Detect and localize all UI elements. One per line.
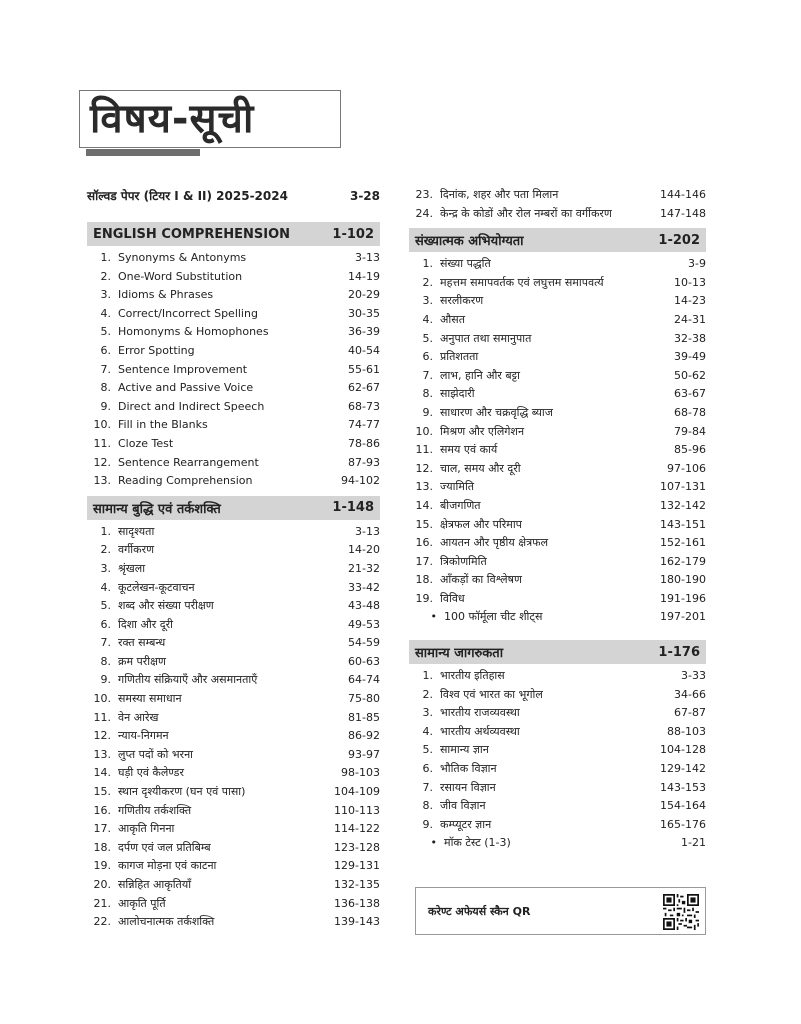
toc-entry[interactable] xyxy=(409,686,706,705)
toc-entry-number: 11. xyxy=(93,436,111,450)
toc-entry-number: 8. xyxy=(422,387,433,401)
toc-entry-number: • xyxy=(430,610,437,624)
toc-entry[interactable] xyxy=(409,205,706,224)
toc-entry[interactable] xyxy=(409,797,706,816)
toc-entry[interactable] xyxy=(409,460,706,479)
toc-entry-number: 4. xyxy=(100,580,111,594)
toc-entry-label: सादृश्यता xyxy=(118,524,155,538)
toc-entry-label: One-Word Substitution xyxy=(118,269,243,283)
toc-entry[interactable] xyxy=(87,398,380,417)
qr-code-icon[interactable] xyxy=(663,894,699,930)
right-column xyxy=(409,186,706,853)
toc-entry-label: भारतीय इतिहास xyxy=(440,669,505,683)
toc-entry[interactable] xyxy=(409,311,706,330)
toc-entry-label: अनुपात तथा समानुपात xyxy=(440,331,532,345)
toc-entry-label: मिश्रण और एलिगेशन xyxy=(440,424,525,438)
toc-entry-number: 1. xyxy=(100,524,111,538)
toc-entry-number: 6. xyxy=(422,350,433,364)
toc-entry-pages: 162-179 xyxy=(660,554,706,568)
toc-entry-number: 5. xyxy=(100,325,111,339)
page-title: विषय-सूची xyxy=(90,96,255,142)
toc-entry-pages: 132-142 xyxy=(660,498,706,512)
toc-entry-number: 2. xyxy=(422,275,433,289)
toc-entry-pages: 191-196 xyxy=(660,591,706,605)
toc-entry-pages: 36-39 xyxy=(348,325,380,339)
toc-entry[interactable] xyxy=(87,709,380,728)
toc-entry-number: 15. xyxy=(415,517,433,531)
toc-entry[interactable] xyxy=(87,857,380,876)
toc-entry-number: 7. xyxy=(422,368,433,382)
toc-entry[interactable] xyxy=(409,385,706,404)
toc-entry-pages: 74-77 xyxy=(348,418,380,432)
toc-entry-number: 7. xyxy=(100,362,111,376)
toc-entry-pages: 55-61 xyxy=(348,362,380,376)
toc-entry[interactable] xyxy=(409,330,706,349)
toc-entry[interactable] xyxy=(409,441,706,460)
toc-entry[interactable] xyxy=(87,342,380,361)
toc-entry-pages: 97-106 xyxy=(667,461,706,475)
toc-entry[interactable] xyxy=(87,839,380,858)
toc-entry-number: 5. xyxy=(422,743,433,757)
toc-entry-number: 13. xyxy=(415,480,433,494)
toc-entry-label: Synonyms & Antonyms xyxy=(118,251,247,264)
section-reasoning-continued xyxy=(409,186,706,223)
left-column xyxy=(87,186,380,932)
toc-entry-label: वेन आरेख xyxy=(118,710,159,724)
toc-entry-label: आलोचनात्मक तर्कशक्ति xyxy=(118,915,215,929)
toc-entry-pages: 129-131 xyxy=(334,859,380,873)
section-heading-pages: 1-148 xyxy=(332,500,374,516)
toc-entry-label: Active and Passive Voice xyxy=(118,381,254,395)
toc-entry[interactable] xyxy=(87,764,380,783)
section-heading[interactable] xyxy=(87,222,380,246)
toc-entry-pages: 93-97 xyxy=(348,747,380,761)
toc-entry-number: 6. xyxy=(422,762,433,776)
toc-entry[interactable] xyxy=(87,379,380,398)
toc-entry-label: घड़ी एवं कैलेण्डर xyxy=(118,766,184,780)
toc-entry[interactable] xyxy=(409,590,706,609)
toc-entry-label: Homonyms & Homophones xyxy=(118,325,269,339)
toc-entry-pages: 68-78 xyxy=(674,405,706,419)
toc-entry[interactable] xyxy=(409,478,706,497)
section-general-awareness xyxy=(409,640,706,853)
toc-entry[interactable] xyxy=(87,268,380,287)
toc-entry-label: आकृति पूर्ति xyxy=(118,896,166,910)
toc-entry[interactable] xyxy=(87,435,380,454)
toc-entry-pages: 75-80 xyxy=(348,692,380,706)
toc-entry[interactable] xyxy=(409,274,706,293)
toc-entry-label: गणितीय तर्कशक्ति xyxy=(118,803,192,817)
toc-entry-pages: 40-54 xyxy=(348,343,380,357)
toc-entry-label: Fill in the Blanks xyxy=(118,418,208,432)
qr-box[interactable] xyxy=(415,887,706,935)
section-heading-title: सामान्य जागरुकता xyxy=(415,646,504,662)
toc-entry-number: 4. xyxy=(100,306,111,320)
toc-entry-label: रक्त सम्बन्ध xyxy=(118,636,166,650)
toc-entry-label: Sentence Improvement xyxy=(118,362,248,376)
toc-entry-pages: 3-13 xyxy=(355,251,380,264)
toc-entry-pages: 86-92 xyxy=(348,729,380,743)
toc-entry[interactable] xyxy=(87,472,380,491)
toc-entry[interactable] xyxy=(409,834,706,853)
toc-entry-pages: 1-21 xyxy=(681,836,706,850)
toc-entry-label: गणितीय संक्रियाएँ और असमानताएँ xyxy=(118,673,258,687)
toc-entry-label: त्रिकोणमिति xyxy=(440,554,487,568)
toc-entry-number: 17. xyxy=(415,554,433,568)
section-heading-pages: 1-202 xyxy=(658,232,700,248)
toc-entry[interactable] xyxy=(409,779,706,798)
toc-entry-pages: 104-128 xyxy=(660,743,706,757)
toc-entry-number: 23. xyxy=(415,188,433,201)
toc-entry-pages: 24-31 xyxy=(674,312,706,326)
toc-entry[interactable] xyxy=(87,523,380,542)
toc-entry-pages: 139-143 xyxy=(334,915,380,929)
toc-entry-label: सरलीकरण xyxy=(440,294,484,308)
toc-entry-pages: 85-96 xyxy=(674,443,706,457)
toc-entry-number: 15. xyxy=(93,785,111,799)
toc-entry-number: 9. xyxy=(100,399,111,413)
solved-papers-row[interactable] xyxy=(87,186,380,206)
toc-entry-label: लुप्त पदों को भरना xyxy=(118,747,194,761)
toc-entry[interactable] xyxy=(409,497,706,516)
toc-entry-label: श्रृंखला xyxy=(118,561,146,575)
toc-entry[interactable] xyxy=(409,292,706,311)
toc-entry-number: 8. xyxy=(100,654,111,668)
qr-label: करेण्ट अफेयर्स स्कैन QR xyxy=(428,905,531,918)
toc-entry-number: 2. xyxy=(100,543,111,557)
toc-entry-number: 4. xyxy=(422,724,433,738)
toc-entry-label: भारतीय अर्थव्यवस्था xyxy=(440,724,520,738)
toc-entry-pages: 143-151 xyxy=(660,517,706,531)
toc-entry[interactable] xyxy=(87,895,380,914)
toc-entry-pages: 88-103 xyxy=(667,724,706,738)
toc-entry-label: Error Spotting xyxy=(118,343,195,357)
toc-entry-number: • xyxy=(430,836,437,850)
toc-entry-pages: 81-85 xyxy=(348,710,380,724)
toc-entry-pages: 14-23 xyxy=(674,294,706,308)
toc-entry-number: 3. xyxy=(422,706,433,720)
toc-entry-pages: 68-73 xyxy=(348,399,380,413)
section-heading-pages: 1-176 xyxy=(658,644,700,660)
toc-entry-number: 3. xyxy=(100,288,111,302)
toc-entry-pages: 67-87 xyxy=(674,706,706,720)
toc-entry-label: दिशा और दूरी xyxy=(118,617,173,631)
toc-entry-label: वर्गीकरण xyxy=(118,543,155,557)
toc-entry-number: 20. xyxy=(93,878,111,891)
toc-entry-number: 12. xyxy=(93,729,111,743)
toc-entry[interactable] xyxy=(409,608,706,627)
toc-entry-pages: 110-113 xyxy=(334,803,380,817)
toc-entry-pages: 132-135 xyxy=(334,878,380,891)
toc-entry-pages: 87-93 xyxy=(348,455,380,469)
toc-entry-number: 19. xyxy=(415,591,433,605)
toc-entry-label: विविध xyxy=(440,591,465,605)
toc-entry-pages: 3-13 xyxy=(355,524,380,538)
toc-entry[interactable] xyxy=(87,690,380,709)
toc-entry-number: 7. xyxy=(100,636,111,650)
toc-entry-pages: 54-59 xyxy=(348,636,380,650)
toc-entry-label: सन्निहित आकृतियाँ xyxy=(118,878,192,891)
section-heading[interactable] xyxy=(409,640,706,664)
toc-entry-number: 16. xyxy=(93,803,111,817)
toc-entry[interactable] xyxy=(87,305,380,324)
toc-entry[interactable] xyxy=(409,186,706,205)
section-quant xyxy=(409,228,706,627)
toc-entry-label: कम्प्यूटर ज्ञान xyxy=(440,817,492,831)
toc-entry-number: 10. xyxy=(415,424,433,438)
toc-entry-number: 11. xyxy=(93,710,111,724)
toc-entry[interactable] xyxy=(409,816,706,835)
toc-entry-pages: 14-20 xyxy=(348,543,380,557)
toc-entry-pages: 3-33 xyxy=(681,669,706,683)
toc-entry-number: 21. xyxy=(93,896,111,910)
toc-entry-label: मॉक टेस्ट (1-3) xyxy=(444,836,511,850)
toc-entry-pages: 78-86 xyxy=(348,436,380,450)
toc-entry-number: 5. xyxy=(422,331,433,345)
toc-entry-pages: 49-53 xyxy=(348,617,380,631)
toc-entry-label: सामान्य ज्ञान xyxy=(440,743,489,757)
toc-entry[interactable] xyxy=(87,454,380,473)
toc-entry[interactable] xyxy=(87,361,380,380)
toc-entry-pages: 136-138 xyxy=(334,896,380,910)
toc-entry-pages: 98-103 xyxy=(341,766,380,780)
toc-entry-label: दर्पण एवं जल प्रतिबिम्ब xyxy=(118,840,211,854)
toc-entry[interactable] xyxy=(87,746,380,765)
toc-entry[interactable] xyxy=(87,913,380,932)
toc-entry-label: महत्तम समापवर्तक एवं लघुत्तम समापवर्त्य xyxy=(440,275,604,289)
toc-entry[interactable] xyxy=(409,367,706,386)
toc-entry-number: 5. xyxy=(100,599,111,613)
toc-entry-number: 8. xyxy=(100,381,111,395)
toc-entry-number: 24. xyxy=(415,206,433,220)
toc-entry-number: 10. xyxy=(93,418,111,432)
toc-entry-label: लाभ, हानि और बट्टा xyxy=(440,368,520,382)
toc-entry-label: औसत xyxy=(440,312,465,326)
toc-entry[interactable] xyxy=(87,560,380,579)
toc-entry-pages: 3-9 xyxy=(688,257,706,271)
toc-entry-number: 7. xyxy=(422,780,433,794)
toc-entry-pages: 152-161 xyxy=(660,536,706,550)
toc-entry-number: 13. xyxy=(93,474,111,488)
toc-entry-label: Correct/Incorrect Spelling xyxy=(118,306,258,320)
toc-entry-pages: 144-146 xyxy=(660,188,706,201)
toc-entry-pages: 197-201 xyxy=(660,610,706,624)
title-box xyxy=(79,90,341,148)
section-heading-title: सामान्य बुद्धि एवं तर्कशक्ति xyxy=(93,501,221,517)
toc-entry-pages: 30-35 xyxy=(348,306,380,320)
toc-entry[interactable] xyxy=(87,416,380,435)
toc-entry-label: कूटलेखन-कूटवाचन xyxy=(118,580,195,594)
toc-entry-label: बीजगणित xyxy=(440,498,481,512)
toc-entry-pages: 180-190 xyxy=(660,573,706,587)
toc-entry-number: 3. xyxy=(100,561,111,575)
toc-entry-label: कागज मोड़ना एवं काटना xyxy=(118,859,217,873)
toc-entry-label: Cloze Test xyxy=(118,436,174,450)
toc-entry-number: 6. xyxy=(100,617,111,631)
toc-entry-pages: 63-67 xyxy=(674,387,706,401)
toc-entry[interactable] xyxy=(87,249,380,268)
toc-entry-number: 3. xyxy=(422,294,433,308)
toc-entry-label: Reading Comprehension xyxy=(118,474,253,488)
title-underline-bar xyxy=(86,149,200,156)
toc-entry-pages: 165-176 xyxy=(660,817,706,831)
toc-entry-label: संख्या पद्धति xyxy=(440,257,491,271)
toc-entry-label: क्षेत्रफल और परिमाप xyxy=(440,517,522,531)
toc-entry-label: न्याय-निगमन xyxy=(118,729,169,743)
toc-entry[interactable] xyxy=(409,516,706,535)
toc-entry-pages: 104-109 xyxy=(334,785,380,799)
toc-entry-label: साझेदारी xyxy=(440,387,475,401)
toc-entry-pages: 20-29 xyxy=(348,288,380,302)
toc-entry-label: जीव विज्ञान xyxy=(440,799,486,813)
toc-entry[interactable] xyxy=(87,802,380,821)
toc-entry-number: 1. xyxy=(100,251,111,264)
toc-entry-pages: 129-142 xyxy=(660,762,706,776)
toc-entry[interactable] xyxy=(409,723,706,742)
section-heading-pages: 1-102 xyxy=(332,226,374,242)
toc-entry-pages: 43-48 xyxy=(348,599,380,613)
toc-entry-label: शब्द और संख्या परीक्षण xyxy=(118,599,214,613)
toc-entry-pages: 50-62 xyxy=(674,368,706,382)
toc-entry-label: प्रतिशतता xyxy=(440,350,479,364)
toc-entry-label: स्थान दृश्यीकरण (घन एवं पासा) xyxy=(118,785,246,799)
toc-entry[interactable] xyxy=(409,423,706,442)
toc-entry[interactable] xyxy=(409,704,706,723)
toc-entry-label: Idioms & Phrases xyxy=(118,288,214,302)
toc-entry-label: Sentence Rearrangement xyxy=(118,455,259,469)
toc-entry-label: आयतन और पृष्ठीय क्षेत्रफल xyxy=(440,536,549,550)
toc-entry[interactable] xyxy=(87,820,380,839)
toc-entry-number: 22. xyxy=(93,915,111,929)
toc-entry-label: भारतीय राजव्यवस्था xyxy=(440,706,520,720)
toc-entry-pages: 14-19 xyxy=(348,269,380,283)
toc-entry-label: आँकड़ों का विश्लेषण xyxy=(440,573,522,587)
toc-entry-label: Direct and Indirect Speech xyxy=(118,399,265,413)
toc-entry-pages: 10-13 xyxy=(674,275,706,289)
toc-entry-pages: 107-131 xyxy=(660,480,706,494)
toc-entry[interactable] xyxy=(409,667,706,686)
toc-entry-pages: 143-153 xyxy=(660,780,706,794)
toc-entry-number: 9. xyxy=(422,817,433,831)
section-heading-title: ENGLISH COMPREHENSION xyxy=(93,226,291,242)
toc-entry[interactable] xyxy=(87,783,380,802)
toc-entry-pages: 154-164 xyxy=(660,799,706,813)
toc-entry-number: 14. xyxy=(415,498,433,512)
toc-entry[interactable] xyxy=(409,741,706,760)
toc-entry-pages: 79-84 xyxy=(674,424,706,438)
toc-entry-number: 13. xyxy=(93,747,111,761)
toc-entry-number: 10. xyxy=(93,692,111,706)
toc-entry-number: 6. xyxy=(100,343,111,357)
toc-entry-label: चाल, समय और दूरी xyxy=(440,461,521,475)
toc-entry[interactable] xyxy=(409,571,706,590)
toc-entry-label: क्रम परीक्षण xyxy=(118,654,166,668)
section-heading[interactable] xyxy=(409,228,706,252)
toc-entry[interactable] xyxy=(409,760,706,779)
solved-papers-pages: 3-28 xyxy=(349,189,380,203)
toc-entry-number: 11. xyxy=(415,443,433,457)
toc-entry[interactable] xyxy=(87,653,380,672)
toc-entry-number: 9. xyxy=(100,673,111,687)
toc-entry[interactable] xyxy=(87,286,380,305)
toc-entry-label: विश्व एवं भारत का भूगोल xyxy=(440,687,543,701)
toc-entry-number: 19. xyxy=(93,859,111,873)
toc-entry-pages: 32-38 xyxy=(674,331,706,345)
solved-papers-label: सॉल्वड पेपर (टियर I & II) 2025-2024 xyxy=(87,189,288,203)
toc-entry-pages: 94-102 xyxy=(341,474,380,488)
toc-entry-pages: 60-63 xyxy=(348,654,380,668)
toc-entry[interactable] xyxy=(87,634,380,653)
toc-entry[interactable] xyxy=(409,534,706,553)
toc-entry-label: ज्यामिति xyxy=(440,480,475,494)
toc-entry-number: 8. xyxy=(422,799,433,813)
toc-entry-number: 1. xyxy=(422,669,433,683)
toc-entry[interactable] xyxy=(87,727,380,746)
section-heading-title: संख्यात्मक अभियोग्यता xyxy=(415,234,524,250)
toc-entry[interactable] xyxy=(87,616,380,635)
toc-entry-number: 18. xyxy=(93,840,111,854)
toc-entry-number: 14. xyxy=(93,766,111,780)
toc-entry-label: समस्या समाधान xyxy=(118,692,182,706)
toc-entry-pages: 114-122 xyxy=(334,822,380,836)
toc-entry[interactable] xyxy=(87,671,380,690)
toc-entry-number: 16. xyxy=(415,536,433,550)
toc-entry-label: भौतिक विज्ञान xyxy=(440,762,497,776)
toc-entry-label: आकृति गिनना xyxy=(118,822,175,836)
toc-entry-number: 4. xyxy=(422,312,433,326)
toc-entry-label: रसायन विज्ञान xyxy=(440,780,496,794)
toc-entry-number: 12. xyxy=(415,461,433,475)
toc-entry-pages: 147-148 xyxy=(660,206,706,220)
section-english xyxy=(87,222,380,491)
toc-entry[interactable] xyxy=(409,348,706,367)
toc-entry-pages: 21-32 xyxy=(348,561,380,575)
toc-entry-label: 100 फॉर्मूला चीट शीट्स xyxy=(444,610,543,624)
toc-entry-label: केन्द्र के कोडों और रोल नम्बरों का वर्गीकरण xyxy=(440,206,612,220)
toc-entry-number: 18. xyxy=(415,573,433,587)
toc-entry-number: 2. xyxy=(422,687,433,701)
toc-entry-number: 1. xyxy=(422,257,433,271)
toc-entry[interactable] xyxy=(409,255,706,274)
toc-entry-label: समय एवं कार्य xyxy=(440,443,498,457)
toc-entry-number: 12. xyxy=(93,455,111,469)
toc-entry-pages: 64-74 xyxy=(348,673,380,687)
toc-entry-label: दिनांक, शहर और पता मिलान xyxy=(440,188,559,201)
section-reasoning xyxy=(87,496,380,932)
toc-entry[interactable] xyxy=(409,553,706,572)
toc-entry-pages: 39-49 xyxy=(674,350,706,364)
toc-entry-number: 17. xyxy=(93,822,111,836)
section-heading[interactable] xyxy=(87,496,380,520)
toc-entry[interactable] xyxy=(87,323,380,342)
toc-entry[interactable] xyxy=(87,876,380,895)
toc-entry-number: 9. xyxy=(422,405,433,419)
toc-entry-pages: 123-128 xyxy=(334,840,380,854)
toc-entry-label: साधारण और चक्रवृद्धि ब्याज xyxy=(440,405,553,419)
toc-entry[interactable] xyxy=(409,404,706,423)
toc-entry-number: 2. xyxy=(100,269,111,283)
toc-entry-pages: 34-66 xyxy=(674,687,706,701)
toc-entry[interactable] xyxy=(87,541,380,560)
toc-entry-pages: 62-67 xyxy=(348,381,380,395)
toc-entry-pages: 33-42 xyxy=(348,580,380,594)
toc-entry[interactable] xyxy=(87,597,380,616)
toc-entry[interactable] xyxy=(87,579,380,598)
